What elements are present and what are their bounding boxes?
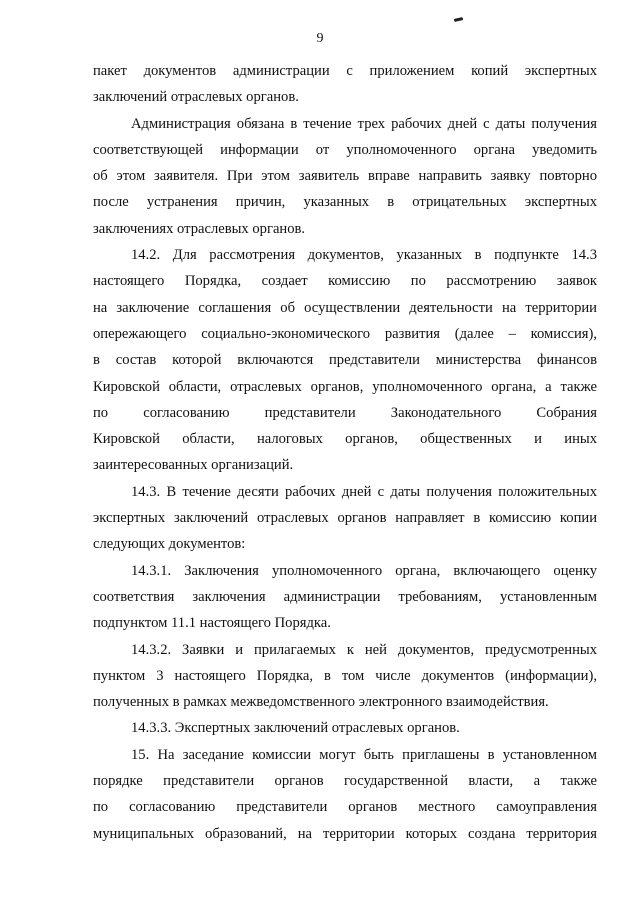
text-line: 14.3.2. Заявки и прилагаемых к ней документов, предусмотренных xyxy=(131,641,597,658)
text-line: экспертных заключений отраслевых органов направляет в комиссию копии xyxy=(93,510,597,527)
scan-mark xyxy=(454,17,463,22)
text-line: следующих документов: xyxy=(93,536,246,553)
text-line: на заключение соглашения об осуществлении деятельности на территории xyxy=(93,299,597,316)
text-line: Кировской области, налоговых органов, общественных и иных xyxy=(93,431,597,448)
text-line: подпунктом 11.1 настоящего Порядка. xyxy=(93,615,331,632)
text-line: полученных в рамках межведомственного электронного взаимодействия. xyxy=(93,694,549,711)
text-line: настоящего Порядка, создает комиссию по рассмотрению заявок xyxy=(93,273,597,290)
text-line: опережающего социально-экономического развития (далее – комиссия), xyxy=(93,325,597,342)
text-line: об этом заявителя. При этом заявитель вправе направить заявку повторно xyxy=(93,168,597,185)
text-line: после устранения причин, указанных в отрицательных экспертных xyxy=(93,194,597,211)
text-line: по согласованию представители Законодательного Собрания xyxy=(93,404,597,421)
text-line: 14.3.1. Заключения уполномоченного органа, включающего оценку xyxy=(131,562,597,579)
text-line: заинтересованных организаций. xyxy=(93,457,294,474)
text-line: заключений отраслевых органов. xyxy=(93,89,299,106)
text-line: порядке представители органов государственной власти, а также xyxy=(93,773,597,790)
text-line: заключениях отраслевых органов. xyxy=(93,220,306,237)
text-line: 14.2. Для рассмотрения документов, указанных в подпункте 14.3 xyxy=(131,247,597,264)
text-line: 15. На заседание комиссии могут быть приглашены в установленном xyxy=(131,746,597,763)
text-line: соответствия заключения администрации требованиям, установленным xyxy=(93,588,597,605)
text-line: Администрация обязана в течение трех рабочих дней с даты получения xyxy=(131,115,597,132)
text-line: по согласованию представители органов местного самоуправления xyxy=(93,799,597,816)
page-number: 9 xyxy=(316,31,324,46)
text-line: 14.3. В течение десяти рабочих дней с даты получения положительных xyxy=(131,483,597,500)
text-line: муниципальных образований, на территории которых создана территория xyxy=(93,825,597,842)
text-line: 14.3.3. Экспертных заключений отраслевых органов. xyxy=(131,720,460,737)
text-line: в состав которой включаются представители министерства финансов xyxy=(93,352,597,369)
text-line: пунктом 3 настоящего Порядка, в том числе документов (информации), xyxy=(93,667,597,684)
text-line: пакет документов администрации с приложением копий экспертных xyxy=(93,63,597,79)
document-body xyxy=(93,58,597,847)
text-line: соответствующей информации от уполномоченного органа уведомить xyxy=(93,141,597,158)
text-line: Кировской области, отраслевых органов, уполномоченного органа, а также xyxy=(93,378,597,395)
